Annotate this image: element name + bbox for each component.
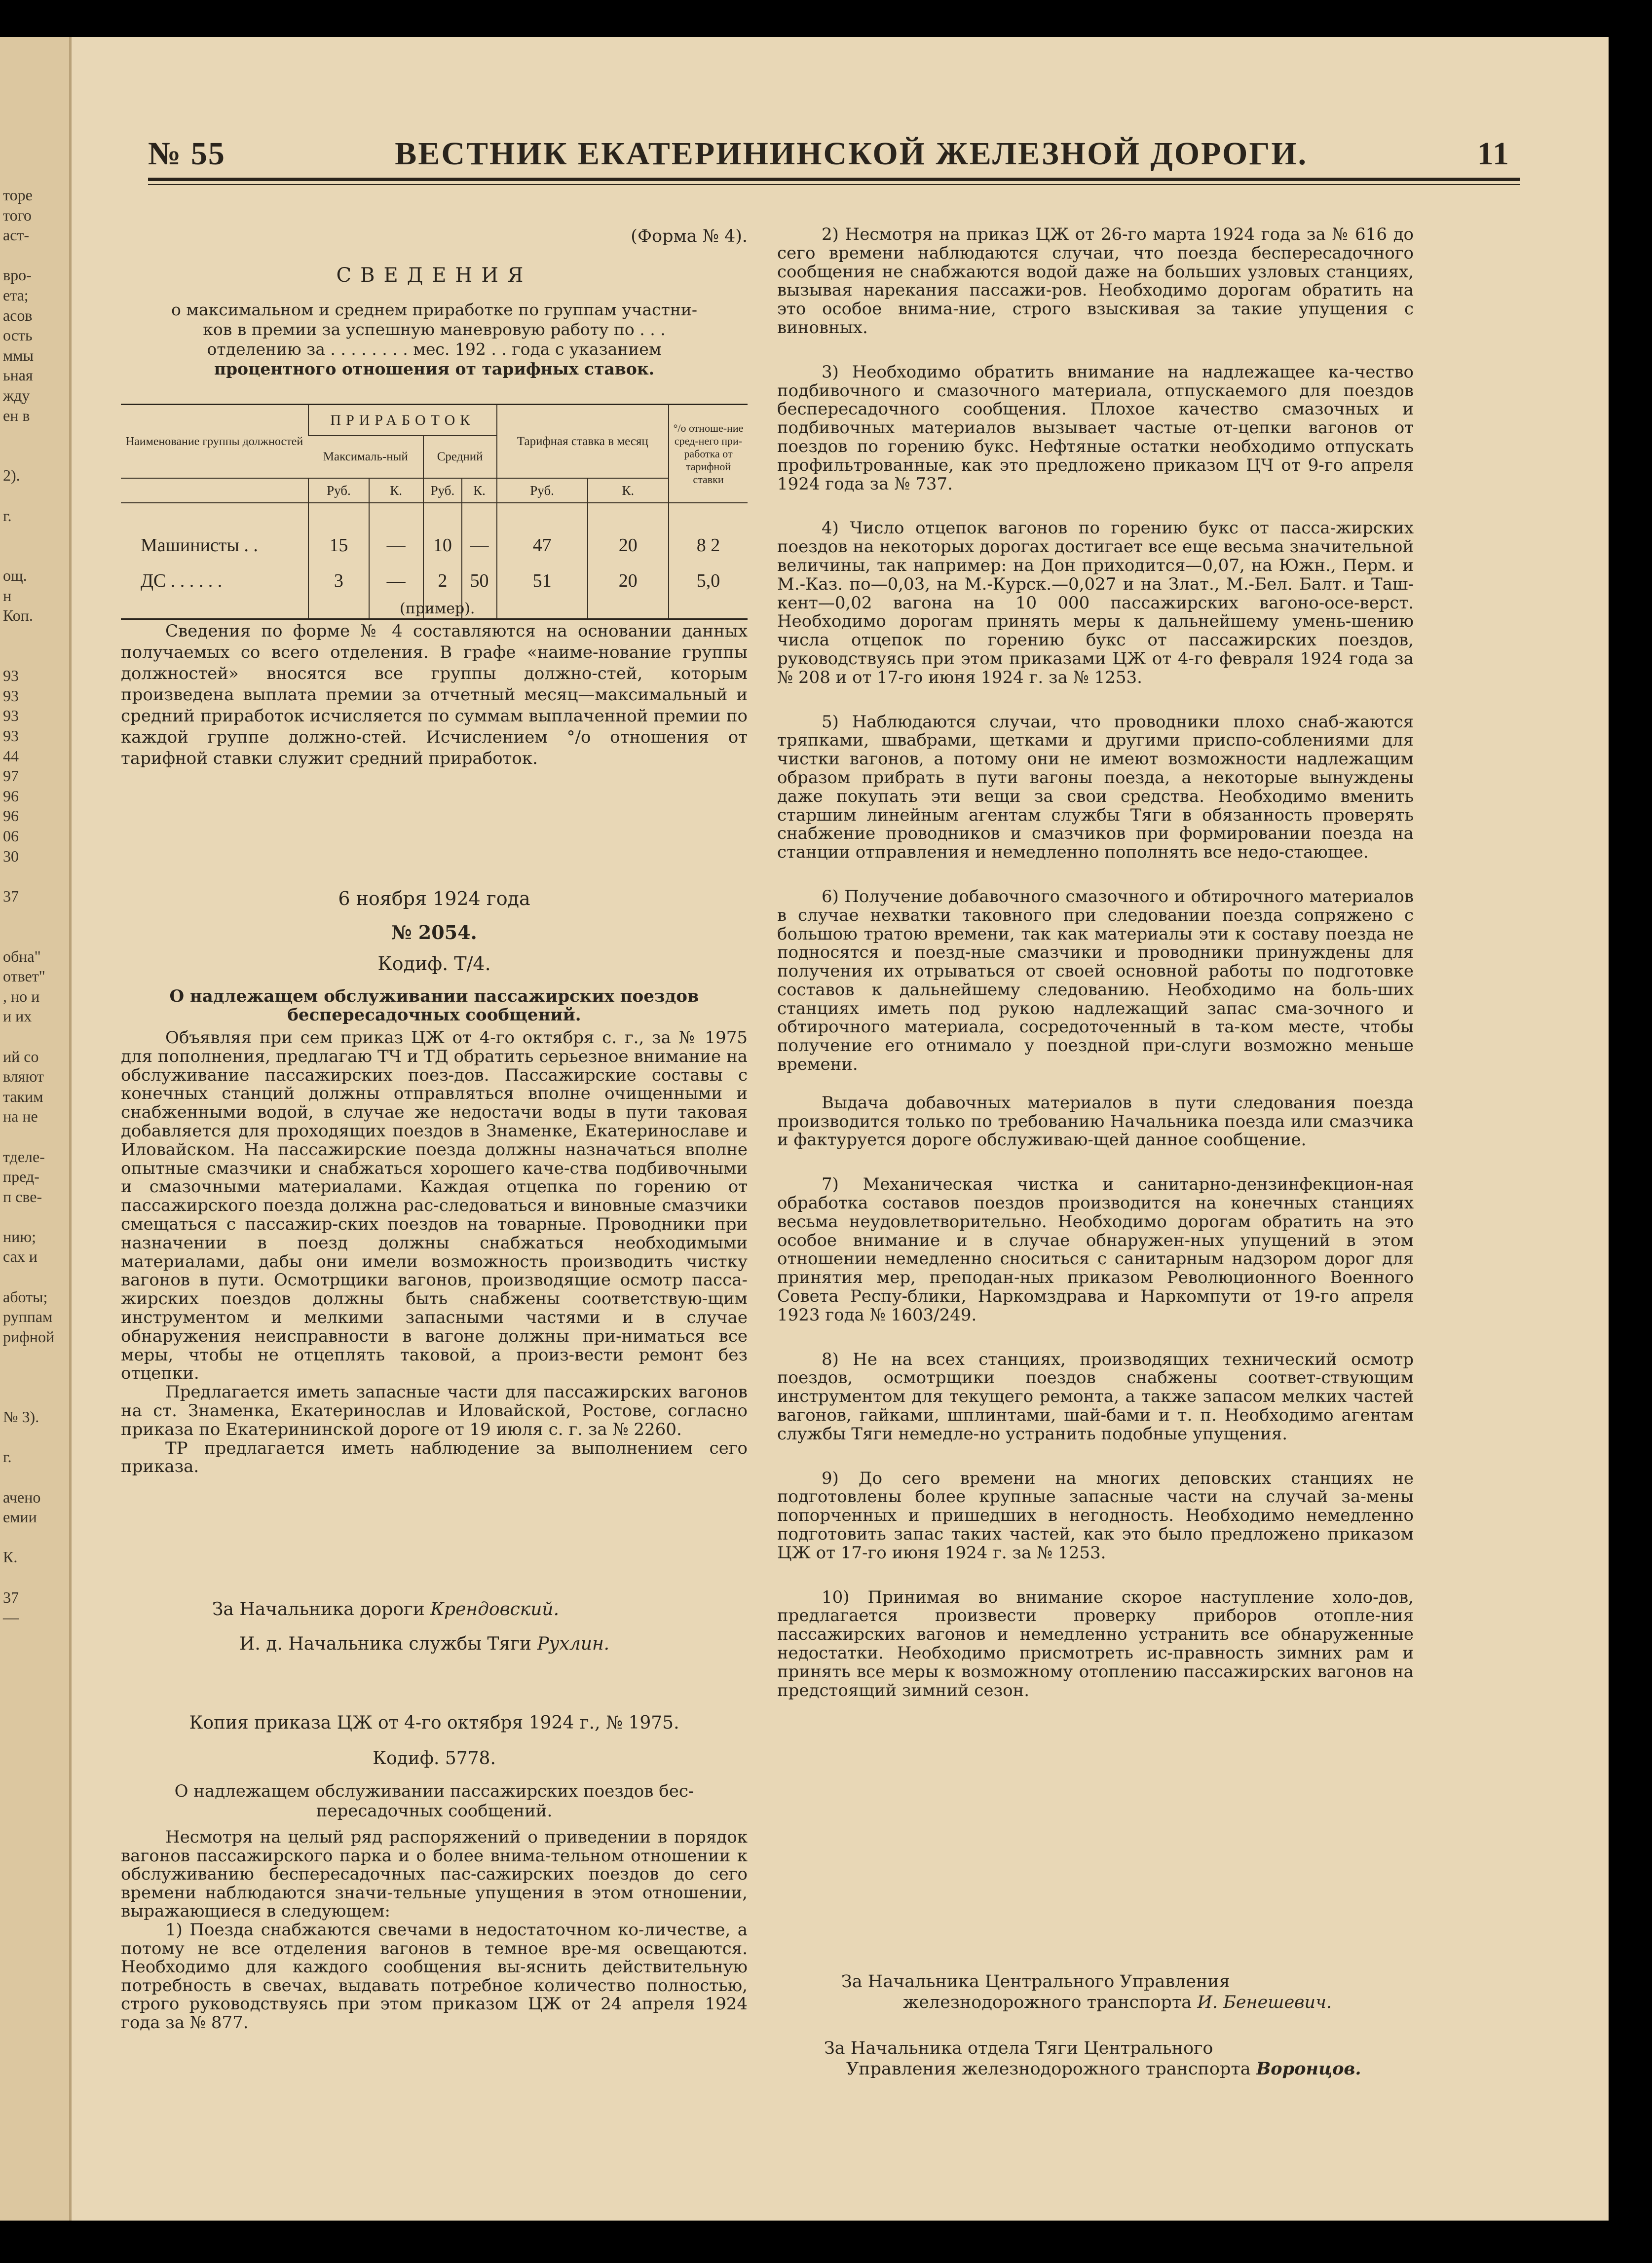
th-rub: Руб. — [497, 478, 588, 503]
order-signature-1: За Начальника дороги Крендовский. — [212, 1599, 560, 1620]
prev-page-fragment — [3, 1467, 72, 1487]
order-paragraph-2: Предлагается иметь запасные части для пассажирских вагонов на ст. Знаменка, Екатеринослав и Иловайской, Ростове, согласно приказа по Екатерининской дороге от 19 июля с. г. за № 2260. — [121, 1382, 748, 1439]
prev-page-fragment — [3, 1026, 72, 1047]
journal-title: ВЕСТНИК ЕКАТЕРИНИНСКОЙ ЖЕЛЕЗНОЙ ДОРОГИ. — [395, 136, 1308, 172]
prev-page-fragment: н — [3, 586, 12, 604]
prev-page-fragment — [3, 626, 72, 646]
table-row — [121, 563, 748, 599]
prev-page-fragment — [3, 1387, 72, 1407]
prev-page-fragment — [3, 425, 72, 446]
prev-page-fragment — [3, 866, 72, 886]
item-8: 8) Не на всех станциях, производящих технический осмотр поездов, осмотрщики поездов снабжены соответ-ствующим инструментом для текущего ремонта, а также запасом мелких частей вагонов, гайками, шплинтами, шай-бами и т. п. Необходимо агентам службы Тяги немедле-но устранить подобные упущения. — [777, 1349, 1414, 1444]
copy-codif: Кодиф. 5778. — [373, 1748, 496, 1769]
header-rule-thin — [148, 184, 1520, 185]
prev-page-fragment — [3, 546, 72, 566]
th-avg: Средний — [423, 436, 497, 478]
prev-page-fragment — [3, 1347, 72, 1367]
th-percent: °/о отноше-ние сред-него при-работка от тарифной ставки — [669, 405, 748, 503]
main-page — [79, 37, 1609, 2221]
form-title: СВЕДЕНИЯ — [336, 264, 532, 287]
order-title: О надлежащем обслуживании пассажирских поездов беспересадочных сообщений. — [169, 986, 699, 1025]
prev-page-fragment — [3, 1567, 72, 1587]
prev-page-fragment: — — [3, 1608, 19, 1626]
order-signature-2: И. д. Начальника службы Тяги Рухлин. — [239, 1634, 610, 1654]
prev-page-fragment: ий со — [3, 1047, 39, 1065]
prev-page-fragment: обна" — [3, 947, 41, 965]
copy-subject: О надлежащем обслуживании пассажирских поездов бес-пересадочных сообщений. — [174, 1781, 694, 1821]
item-7: 7) Механическая чистка и санитарно-дензинфекцион-ная обработка составов поездов производится на конечных станциях весьма неудовлетворительно. Необходимо дорогам обратить на это особое внимание и в случае обнаружен-ных упущений в этом отношении немедленно сноситься с санитарным надзором дорог для принятия мер, преподан-ных приказом Революционного Военного Совета Респу-блики, Наркомздрава и Наркомпути от 19-го апреля 1923 года № 1603/249. — [777, 1174, 1414, 1325]
item-2: 2) Несмотря на приказ ЦЖ от 26-го марта 1924 года за № 616 до сего времени наблюдаются случаи, что поезда беспересадочного сообщения не снабжаются водой даже на больших узловых станциях, вызывая нарекания пассажи-ров. Необходимо дорогам обратить на это особое внима-ние, строго взыскивая за такие упущения с виновных. — [777, 225, 1414, 338]
prev-page-fragment: аботы; — [3, 1287, 48, 1306]
item-9: 9) До сего времени на многих деповских станциях не подготовлены более крупные запасные части на случай за-мены попорченных и пришедших в негодность. Необходимо немедленно подготовить запас таких частей, как это было предложено приказом ЦЖ от 17-го июня 1924 г. за № 1253. — [777, 1468, 1414, 1563]
item-5: 5) Наблюдаются случаи, что проводники плохо снаб-жаются тряпками, швабрами, щетками и другими приспо-соблениями для чистки вагонов, а потому они не имеют возможности надлежащим образом прибрать в пути вагоны поезда, а некоторые вынуждены даже покупать эти вещи за свои средства. Необходимо вменить старшим линейным агентам службы Тяги в обязанность проверять снабжение проводников и смазчиков при формировании поезда на станции отправления и немедленно пополнять все недо-стающее. — [777, 712, 1414, 863]
page-number: 11 — [1477, 136, 1510, 172]
prev-page-fragment — [3, 1267, 72, 1287]
form-label: (Форма № 4). — [631, 226, 748, 246]
form-subtitle: о максимальном и среднем приработке по группам участни- ков в премии за успешную маневровую работу по . . . отделению за . . . . . . . . мес. 192 . . года с указанием процентного отношения от тарифных ставок. — [171, 300, 698, 378]
th-max: Максималь-ный — [308, 436, 423, 478]
copy-paragraph-2: 1) Поезда снабжаются свечами в недостаточном ко-личестве, а потому не все отделения вагонов в темное вре-мя освещаются. Необходимо для каждого сообщения вы-яснить действительную потребность в свечах, выдавать потребное количество полностью, строго руководствуясь при этом приказом ЦЖ от 24 апреля 1924 года за № 877. — [121, 1920, 748, 2033]
prev-page-fragment: ьная — [3, 366, 33, 384]
item-3: 3) Необходимо обратить внимание на надлежащее ка-чество подбивочного и смазочного материала, отпускаемого для поездов беспересадочного сообщения. Плохое качество смазочных и подбивочных материалов вызывает частые от-цепки вагонов от поездов по горению букс. Нефтяные остатки необходимо отпускать профильтрованные, как это предложено приказом ЦЧ от 9-го апреля 1924 года за № 737. — [777, 362, 1414, 494]
table-cell: 50 — [462, 563, 496, 599]
form-note: Сведения по форме № 4 составляются на основании данных получаемых со всего отделения. В графе «наиме-нование группы должностей» вносятся все группы должно-стей, которым произведена выплата премии за отчетный месяц—максимальный и средний приработок исчисляется по суммам выплаченной премии по каждой группе должно-стей. Исчислением °/о отношения от тарифной ставки служит средний приработок. — [121, 621, 748, 768]
issue-number: № 55 — [148, 136, 225, 172]
prev-page-fragment: 96 — [3, 807, 19, 825]
table-cell: 8 2 — [669, 528, 748, 563]
prev-page-fragment: 93 — [3, 707, 19, 725]
prev-page-fragment: таким — [3, 1087, 43, 1105]
table-cell: ДС . . . . . . — [141, 570, 223, 591]
table-row — [121, 528, 748, 563]
prev-page-fragment — [3, 1427, 72, 1447]
right-signature-1: За Начальника Центрального Управления железнодорожного транспорта И. Бенешевич. — [841, 1972, 1332, 2012]
item-6b: Выдача добавочных материалов в пути следования поезда производится только по требованию Начальника поезда или смазчика и фактуруется дороге обслуживаю-щей данное сообщение. — [777, 1093, 1414, 1150]
item-6: 6) Получение добавочного смазочного и обтирочного материалов в случае нехватки таковного при следовании поезда сопряжено с большою тратою времени, так как материалы эти к составу поезда не подносятся и поезд-ные смазчики и проводники принуждены для получения их отрываться от своей основной работы по подготовке составов к дальнейшему следованию. Необходимо на боль-ших станциях иметь под рукою надлежащий запас сма-зочного и обтирочного материала, сосредоточенный в та-ком месте, чтобы получение его отнимало у поездной при-слуги возможно меньше времени. — [777, 886, 1414, 1075]
prev-page-fragment: , но и — [3, 987, 40, 1005]
prev-page-fragment: ответ" — [3, 967, 45, 985]
prev-page-fragment: 37 — [3, 1588, 19, 1606]
right-text — [777, 226, 1414, 1700]
th-rub: Руб. — [308, 478, 369, 503]
table-note: (пример). — [400, 600, 475, 617]
prev-page-fragment: на не — [3, 1107, 38, 1126]
previous-page-margin — [0, 37, 72, 2221]
prev-page-fragment — [3, 906, 72, 926]
table-cell: 10 — [423, 528, 462, 563]
prev-page-fragment: асов — [3, 306, 33, 324]
prev-page-fragment: г. — [3, 1448, 12, 1466]
prev-page-fragment: 37 — [3, 887, 19, 905]
order-paragraph-1: Объявляя при сем приказ ЦЖ от 4-го октября с. г., за № 1975 для пополнения, предлагаю ТЧ и ТД обратить серьезное внимание на обслуживание пассажирских поез-дов. Пассажирские составы с конечных станций должны отправляться вполне очищенными и снабженными водой, в случае же недостачи воды в пути таковая добавляется для проходящих поездов в Знаменке, Екатеринославе и Иловайском. На пассажирские поезда должны назначаться вполне опытные смазчики и снабжаться хорошего каче-ства подбивочными и смазочными материалами. Каждая отцепка по горению от пассажирского поезда должна рас-следоваться и виновные смазчики смещаться с пассажир-ских поездов на товарные. Проводники при назначении в поезд должны снабжаться необходимыми материалами, дабы они имели возможность производить чистку вагонов в пути. Осмотрщики вагонов, производящие осмотр пасса-жирских поездов должны быть снабжены соответствую-щим инструментом и мелкими запасными частями и в случае обнаружения неисправности в вагоне должны при-ниматься все меры, чтобы не отцеплять таковой, а произ-вести ремонт без отцепки. — [121, 1028, 748, 1384]
prev-page-fragment: ета; — [3, 286, 29, 304]
item-4: 4) Число отцепок вагонов по горению букс от пасса-жирских поездов на некоторых дорогах достигает все еще весьма значительной величины, так например: на Дон приходится—0,07, на Южн., Перм. и М.-Каз. по—0,03, на М.-Курск.—0,027 и на Злат., М.-Бел. Балт. и Таш-кент—0,02 вагона на 10 000 пассажирских вагоно-осе-верст. Необходимо дорогам принять меры к дальнейшему умень-шению числа отцепок по горению букс от пассажирских поездов, руководствуясь при этом приказами ЦЖ от 4-го февраля 1924 года за № 208 и от 17-го июня 1924 г. за № 1253. — [777, 518, 1414, 687]
prev-page-fragment — [3, 486, 72, 506]
prev-page-fragment — [3, 1127, 72, 1147]
th-group: Наименование группы должностей — [121, 405, 308, 478]
prev-page-fragment: пред- — [3, 1168, 39, 1186]
table-cell: 51 — [497, 563, 588, 599]
prev-page-fragment: вро- — [3, 266, 32, 284]
th-kop: К. — [588, 478, 669, 503]
prev-page-fragment: 93 — [3, 686, 19, 705]
newspaper-page — [0, 37, 1609, 2221]
prev-page-fragment — [3, 1527, 72, 1547]
prev-page-fragment: 44 — [3, 747, 19, 765]
prev-page-fragment: жду — [3, 386, 30, 404]
table-cell: Машинисты . . — [141, 535, 258, 556]
prev-page-fragment: ачено — [3, 1488, 41, 1506]
table-cell: — — [462, 528, 496, 563]
prev-page-fragment: того — [3, 206, 32, 224]
item-10: 10) Принимая во внимание скорое наступление холо-дов, предлагается произвести проверку приборов отопле-ния пассажирских вагонов и немедленно устранить все обнаруженные недостатки. Необходимо присмотреть ис-правность зимних рам и принять все меры к возможному отоплению пассажирских вагонов на предстоящий зимний сезон. — [777, 1587, 1414, 1700]
prev-page-fragment — [3, 1207, 72, 1227]
th-kop: К. — [369, 478, 423, 503]
prev-page-fragment: сах и — [3, 1247, 38, 1266]
order-paragraph-3: ТР предлагается иметь наблюдение за выполнением сего приказа. — [121, 1438, 748, 1477]
prev-page-fragment — [3, 526, 72, 546]
right-signature-2: За Начальника отдела Тяги Центрального Управления железнодорожного транспорта Воронцов. — [824, 2038, 1361, 2079]
prev-page-fragment: 97 — [3, 767, 19, 785]
th-tariff: Тарифная ставка в месяц — [497, 405, 669, 478]
prev-page-fragment: рифной — [3, 1327, 55, 1346]
order-body — [121, 1029, 748, 1476]
prev-page-fragment — [3, 245, 72, 265]
copy-body — [121, 1828, 748, 2033]
prev-page-fragment: п све- — [3, 1187, 42, 1206]
prev-page-fragment — [3, 1367, 72, 1387]
order-number: № 2054. — [391, 921, 477, 943]
prev-page-fragment: 96 — [3, 787, 19, 805]
prev-page-fragment — [3, 926, 72, 946]
prev-page-fragment: ммы — [3, 346, 34, 364]
table-cell: 20 — [588, 528, 669, 563]
right-column — [777, 226, 1414, 1700]
prev-page-fragment: К. — [3, 1548, 18, 1566]
table-cell: 2 — [423, 563, 462, 599]
prev-page-fragment: 93 — [3, 667, 19, 685]
header-rule-thick — [148, 178, 1520, 181]
prev-page-fragment: руппам — [3, 1308, 53, 1326]
prev-page-fragment: 2). — [3, 466, 20, 485]
table-cell: — — [369, 563, 423, 599]
prev-page-fragment: Коп. — [3, 606, 33, 625]
prev-page-fragment: ен в — [3, 406, 30, 424]
order-codif: Кодиф. Т/4. — [377, 953, 491, 975]
table-cell: 20 — [588, 563, 669, 599]
table-cell: 47 — [497, 528, 588, 563]
page-header — [148, 118, 1520, 173]
prev-page-fragment: аст- — [3, 226, 30, 244]
th-prirabotok: ПРИРАБОТОК — [308, 405, 497, 436]
prev-page-fragment: 30 — [3, 847, 19, 865]
copy-paragraph-1: Несмотря на целый ряд распоряжений о приведении в порядок вагонов пассажирского парка и о более внима-тельном отношении к обслуживанию беспересадочных пас-сажирских поездов до сего времени наблюдаются значи-тельные упущения в этом отношении, выражающиеся в следующем: — [121, 1827, 748, 1922]
prev-page-fragment: торе — [3, 186, 33, 204]
prev-page-fragment: № 3). — [3, 1408, 39, 1426]
table-cell: 3 — [308, 563, 369, 599]
order-date: 6 ноября 1924 года — [338, 888, 530, 909]
prev-page-fragment: нию; — [3, 1227, 37, 1245]
th-rub: Руб. — [423, 478, 462, 503]
prev-page-fragment: тделе- — [3, 1147, 45, 1166]
prev-page-fragment: и их — [3, 1007, 32, 1025]
prev-page-fragment: ость — [3, 326, 33, 344]
prev-page-fragment: г. — [3, 506, 12, 525]
prev-page-fragment: 93 — [3, 727, 19, 745]
prev-page-fragment: емии — [3, 1508, 37, 1526]
prev-page-fragment — [3, 446, 72, 466]
table-cell: — — [369, 528, 423, 563]
th-kop: К. — [462, 478, 496, 503]
copy-title: Копия приказа ЦЖ от 4-го октября 1924 г., № 1975. — [189, 1713, 679, 1733]
table-cell: 5,0 — [669, 563, 748, 599]
prev-page-fragment: 06 — [3, 827, 19, 845]
prev-page-fragment: ощ. — [3, 566, 27, 585]
prev-page-fragment — [3, 646, 72, 666]
form-table — [121, 404, 748, 620]
table-cell: 15 — [308, 528, 369, 563]
prev-page-fragment: вляют — [3, 1067, 44, 1086]
